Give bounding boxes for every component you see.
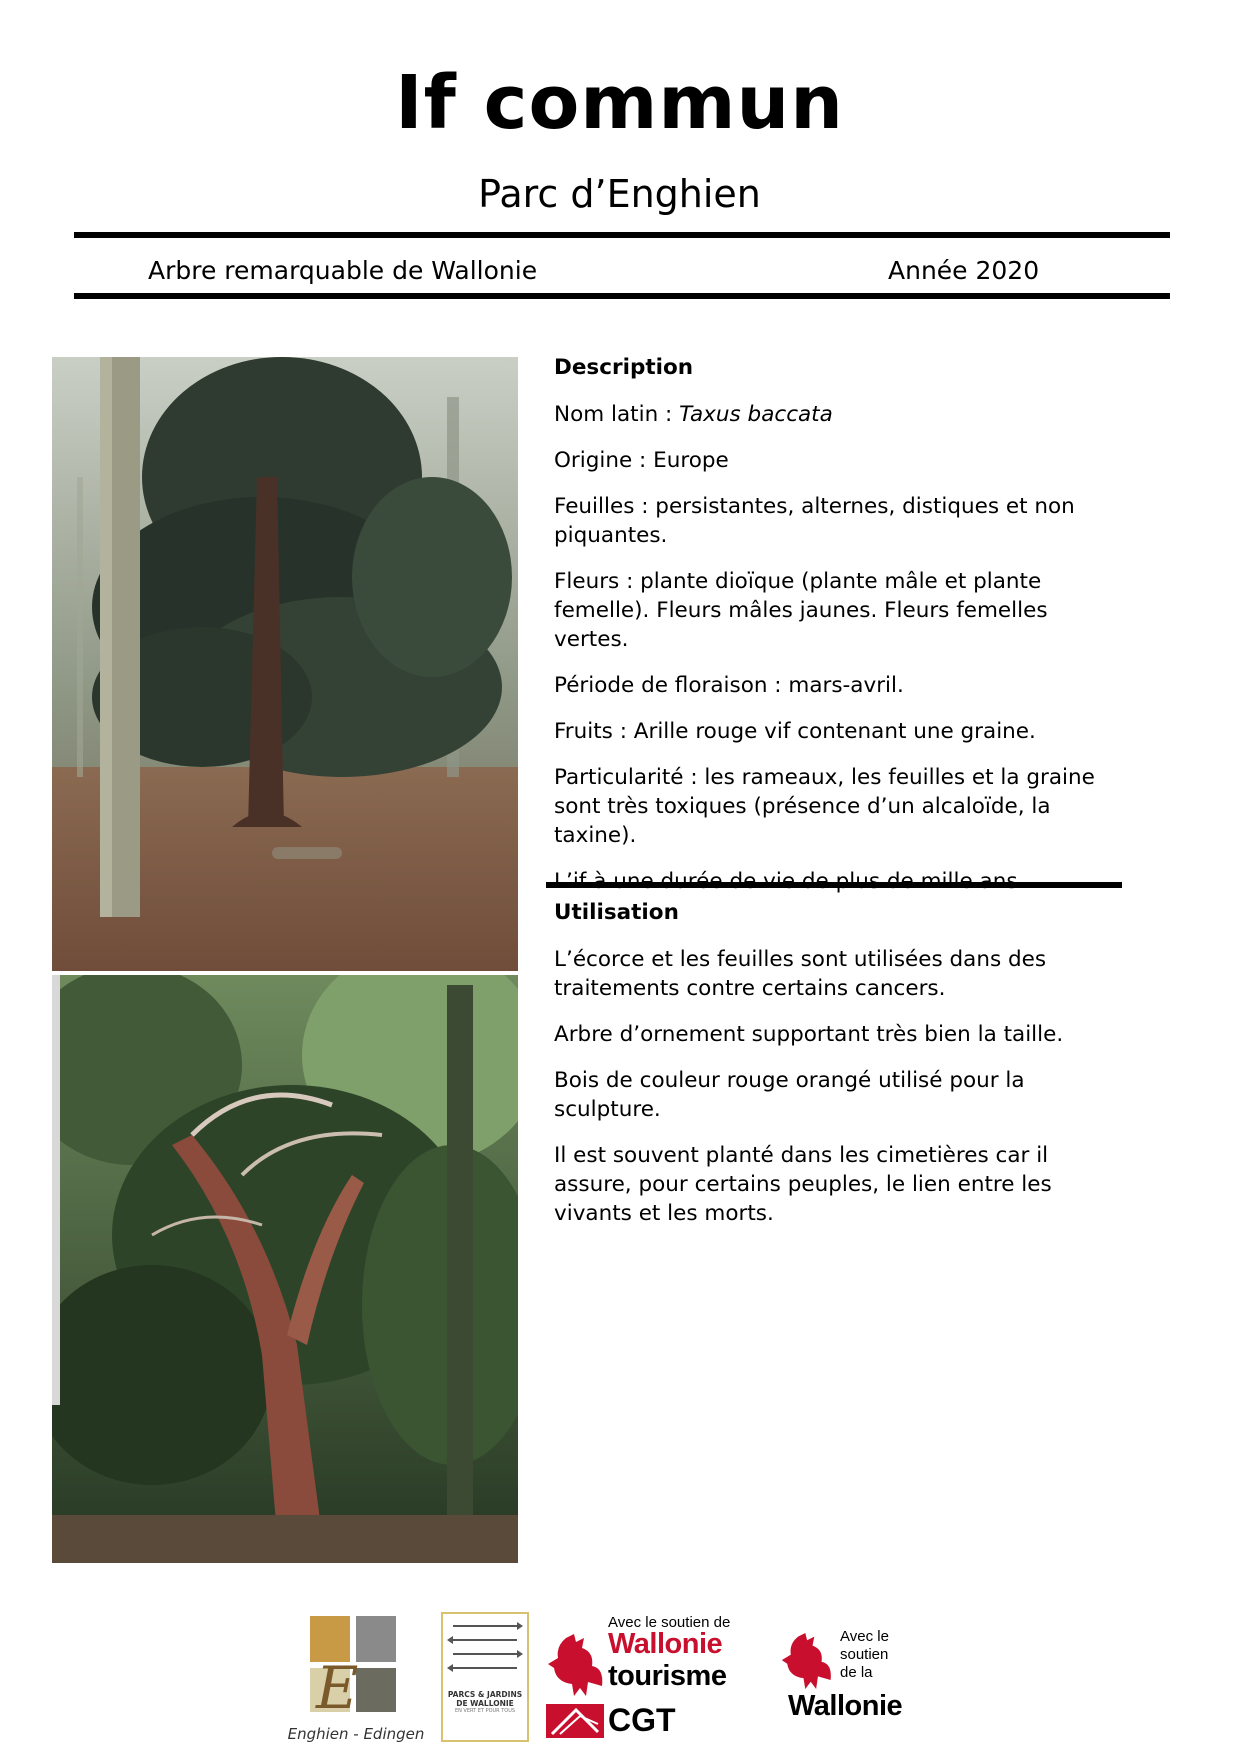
description-paragraph: Particularité : les rameaux, les feuilles et la graine sont très toxiques (présence d’un alcaloïde, la taxine). xyxy=(554,765,1095,848)
label-arbre-remarquable: Arbre remarquable de Wallonie xyxy=(148,256,538,285)
page-title: If commun xyxy=(395,60,844,146)
wallonie-line3: de la xyxy=(840,1664,873,1681)
description-paragraph: Origine : Europe xyxy=(554,448,729,473)
parcs-line1: PARCS & JARDINS xyxy=(447,1690,523,1699)
tree-photo-bottom xyxy=(52,975,518,1563)
rooster-icon xyxy=(780,1630,836,1692)
latin-name-value: Taxus baccata xyxy=(679,402,833,427)
arrows-icon xyxy=(443,1614,527,1686)
rooster-icon xyxy=(546,1632,608,1698)
utilisation-paragraph: L’écorce et les feuilles sont utilisées dans des traitements contre certains cancers. xyxy=(554,947,1047,1001)
wallonie-line1: Avec le xyxy=(840,1628,889,1645)
utilisation-heading: Utilisation xyxy=(554,900,679,925)
tourisme-support-text: Avec le soutien de xyxy=(608,1614,731,1631)
header-top-rule xyxy=(74,232,1170,238)
tourisme-wallonie-word: Wallonie xyxy=(608,1628,723,1660)
latin-name-label: Nom latin : xyxy=(554,402,680,427)
cgt-mark-icon xyxy=(546,1704,604,1738)
description-paragraph: Fruits : Arille rouge vif contenant une graine. xyxy=(554,719,1036,744)
svg-text:E: E xyxy=(316,1654,359,1717)
utilisation-paragraph: Il est souvent planté dans les cimetières car il assure, pour certains peuples, le lien entre les vivants et les morts. xyxy=(554,1143,1052,1226)
wallonie-logo xyxy=(780,1628,940,1743)
wallonie-line2: soutien xyxy=(840,1646,889,1663)
page-subtitle: Parc d’Enghien xyxy=(478,172,761,216)
description-paragraph: Période de floraison : mars-avril. xyxy=(554,673,904,698)
description-paragraph: Fleurs : plante dioïque (plante mâle et plante femelle). Fleurs mâles jaunes. Fleurs femelles vertes. xyxy=(554,569,1048,652)
utilisation-section xyxy=(554,898,1114,1245)
parcs-jardins-logo xyxy=(441,1612,529,1742)
enghien-emblem-icon xyxy=(286,1612,426,1717)
tourisme-cgt: CGT xyxy=(608,1702,676,1738)
wallonie-tourisme-logo xyxy=(546,1612,746,1747)
parcs-line2: DE WALLONIE xyxy=(456,1699,514,1708)
section-divider xyxy=(546,882,1122,888)
tourisme-word: tourisme xyxy=(608,1660,727,1692)
enghien-logo-label: Enghien - Edingen xyxy=(287,1725,425,1743)
header-bottom-rule xyxy=(74,293,1170,299)
description-section xyxy=(554,353,1114,913)
parcs-line3: EN VERT ET POUR TOUS xyxy=(454,1708,516,1714)
utilisation-paragraph: Bois de couleur rouge orangé utilisé pour la sculpture. xyxy=(554,1068,1025,1122)
latin-name-line xyxy=(554,400,1114,429)
label-annee: Année 2020 xyxy=(888,256,1040,285)
wallonie-word: Wallonie xyxy=(788,1690,903,1722)
description-paragraph: Feuilles : persistantes, alternes, distiques et non piquantes. xyxy=(554,494,1075,548)
utilisation-paragraph: Arbre d’ornement supportant très bien la taille. xyxy=(554,1022,1064,1047)
description-heading: Description xyxy=(554,355,694,380)
enghien-logo xyxy=(286,1612,426,1742)
tree-photo-top xyxy=(52,357,518,971)
